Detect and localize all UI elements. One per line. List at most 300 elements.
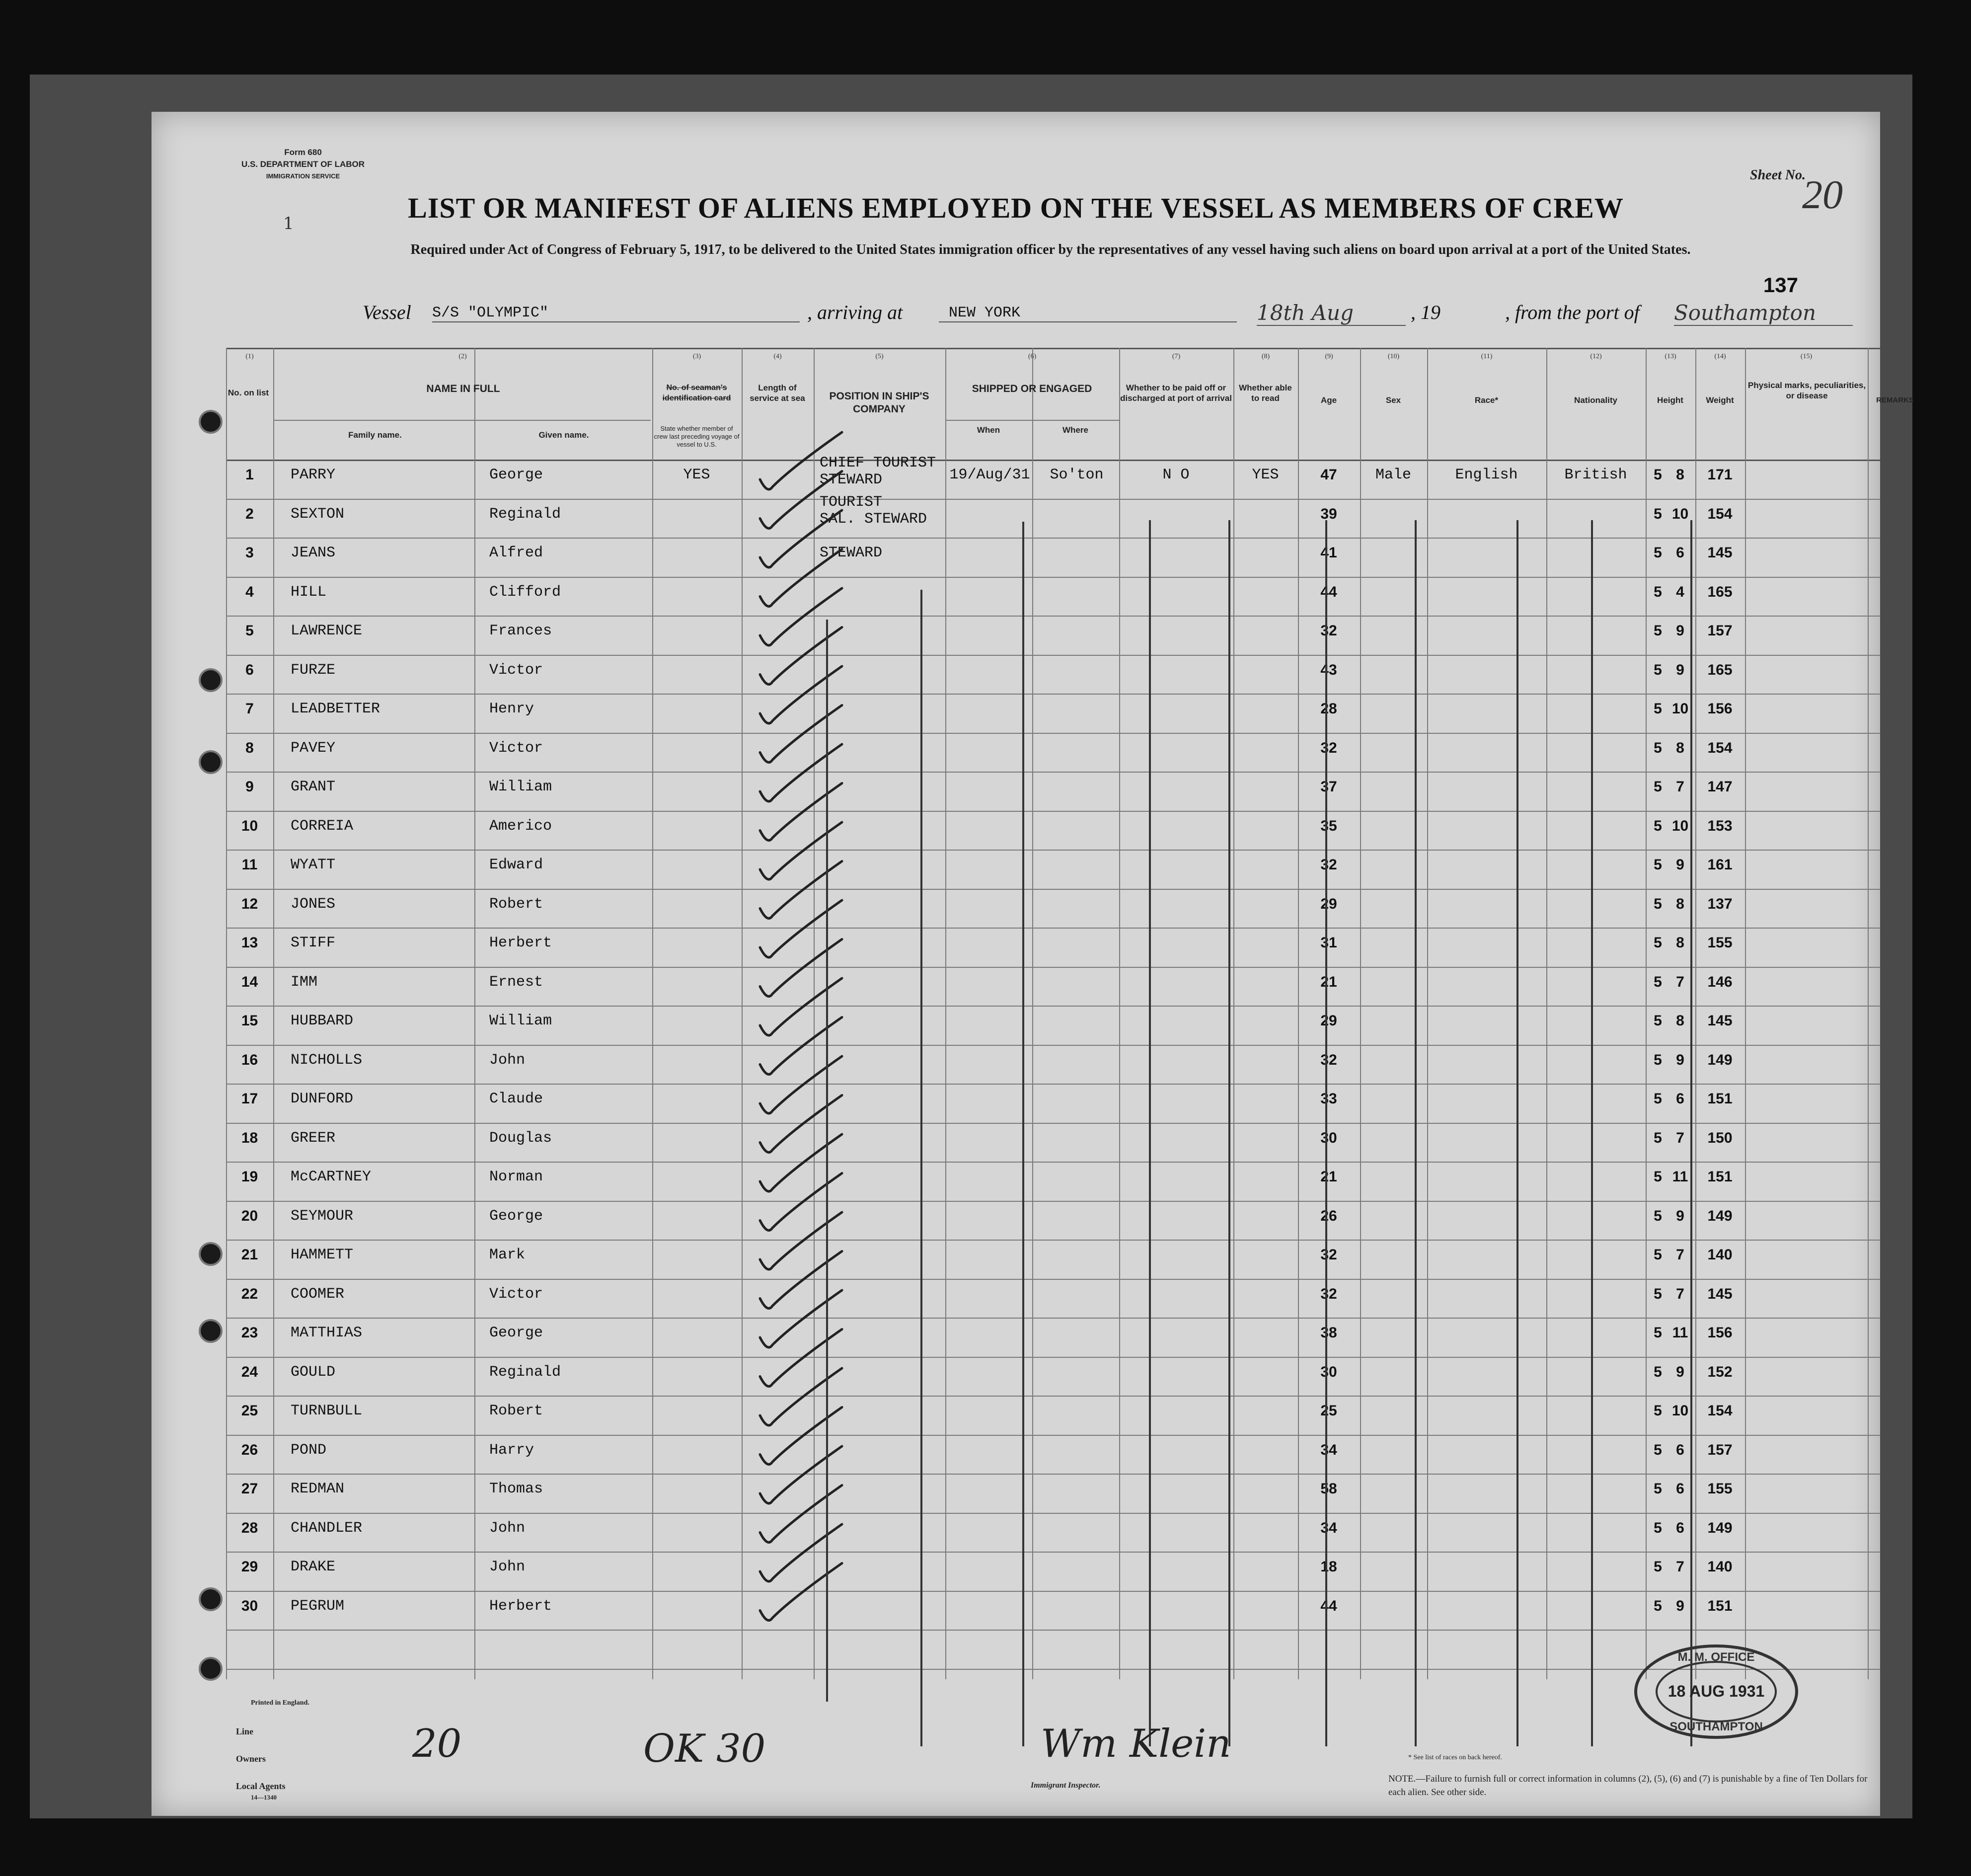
height-inches: 9 [1676, 857, 1684, 873]
form-number: Form 680 [284, 148, 322, 157]
header-name-in-full: NAME IN FULL [426, 383, 500, 394]
age: 25 [1320, 1403, 1337, 1419]
able-to-read: YES [1252, 467, 1279, 483]
height-feet: 5 [1654, 545, 1662, 561]
age: 29 [1320, 1013, 1337, 1029]
height-inches: 7 [1676, 973, 1684, 990]
printed-in-england: Printed in England. [251, 1699, 309, 1707]
table-row [152, 1322, 1880, 1360]
weight: 154 [1707, 505, 1733, 522]
height-feet: 5 [1654, 739, 1662, 756]
position: CHIEF TOURIST [820, 455, 936, 471]
height-feet: 5 [1654, 1519, 1662, 1536]
age: 34 [1320, 1519, 1337, 1536]
column-number: (3) [692, 353, 701, 360]
given-name: Henry [489, 701, 534, 717]
column-number: (2) [458, 353, 467, 360]
height-inches: 6 [1676, 1091, 1684, 1107]
given-name: William [489, 779, 552, 795]
table-row [152, 581, 1880, 620]
height-inches: 9 [1676, 1051, 1684, 1068]
height-feet: 5 [1654, 583, 1662, 600]
height-inches: 8 [1676, 739, 1684, 756]
family-name: DUNFORD [291, 1091, 354, 1107]
row-number: 5 [245, 623, 254, 639]
height-feet: 5 [1654, 1051, 1662, 1068]
height-inches: 11 [1672, 1169, 1688, 1185]
table-row [152, 1517, 1880, 1556]
age: 58 [1320, 1481, 1337, 1497]
arriving-label: , arriving at [807, 301, 903, 323]
column-number: (14) [1714, 353, 1726, 360]
header-weight: Weight [1706, 395, 1734, 405]
header-able-to-read: Whether able to read [1239, 383, 1292, 403]
height-inches: 8 [1676, 935, 1684, 951]
header-family-name: Family name. [348, 430, 402, 440]
age: 32 [1320, 1051, 1337, 1068]
row-number: 18 [241, 1129, 258, 1146]
table-row [152, 815, 1880, 854]
row-number: 28 [241, 1519, 258, 1536]
height-inches: 4 [1676, 583, 1684, 600]
given-name: Claude [489, 1091, 543, 1107]
table-row [152, 493, 1880, 542]
table-row [152, 1556, 1880, 1594]
age: 30 [1320, 1129, 1337, 1146]
given-name: Victor [489, 661, 543, 679]
penalty-note: NOTE.—Failure to furnish full or correct information in columns (2), (5), (6) and (7) is punishable by a fine of Ten Dollars for each alien. See other side. [1388, 1774, 1868, 1798]
arrival-date-handwritten: 18th Aug [1257, 301, 1406, 326]
height-inches: 7 [1676, 1285, 1684, 1302]
height-inches: 10 [1671, 1403, 1689, 1419]
age: 31 [1320, 935, 1337, 951]
height-feet: 5 [1654, 661, 1662, 678]
table-row [152, 737, 1880, 776]
height-inches: 8 [1676, 895, 1684, 912]
row-number: 25 [241, 1403, 258, 1419]
family-name: HILL [291, 583, 327, 601]
office-stamp [1632, 1642, 1801, 1741]
punch-hole-icon [199, 410, 223, 434]
height-inches: 7 [1676, 1247, 1684, 1263]
row-number: 27 [241, 1481, 258, 1497]
weight: 147 [1707, 779, 1733, 795]
sheet-label: Sheet No. [1750, 167, 1806, 183]
weight: 149 [1707, 1051, 1733, 1068]
age: 28 [1320, 701, 1337, 717]
height-feet: 5 [1654, 973, 1662, 990]
column-number: (5) [875, 353, 884, 360]
stamp-date: 18 AUG 1931 [1668, 1682, 1765, 1700]
height-feet: 5 [1654, 1441, 1662, 1458]
row-number: 12 [241, 895, 258, 912]
height-inches: 6 [1676, 1519, 1684, 1536]
height-feet: 5 [1654, 623, 1662, 639]
height-feet: 5 [1654, 1207, 1662, 1224]
height-inches: 7 [1676, 779, 1684, 795]
family-name: McCARTNEY [291, 1169, 372, 1185]
family-name: GRANT [291, 779, 336, 795]
row-number: 6 [245, 661, 254, 678]
given-name: Ernest [489, 973, 543, 991]
header-seaman-id-note: State whether member of crew last preceding voyage of vessel to U.S. [654, 425, 740, 448]
family-name: JONES [291, 895, 336, 913]
weight: 156 [1707, 701, 1733, 717]
given-name: Harry [489, 1441, 534, 1459]
row-number: 14 [241, 973, 258, 990]
family-name: SEYMOUR [291, 1207, 354, 1225]
race: English [1455, 467, 1518, 483]
family-name: MATTHIAS [291, 1325, 363, 1341]
given-name: Victor [489, 739, 543, 757]
column-number: (8) [1261, 353, 1270, 360]
given-name: John [489, 1519, 526, 1537]
table-row [152, 1595, 1880, 1634]
weight: 149 [1707, 1207, 1733, 1224]
row-number: 23 [241, 1325, 258, 1341]
handwritten-sheet-number: 20 [412, 1721, 462, 1766]
shipped-where: So'ton [1050, 467, 1104, 483]
age: 32 [1320, 1285, 1337, 1302]
age: 41 [1320, 545, 1337, 561]
sex: Male [1375, 467, 1411, 483]
column-number: (4) [773, 353, 782, 360]
height-feet: 5 [1654, 1285, 1662, 1302]
weight: 165 [1707, 583, 1733, 600]
table-row [152, 893, 1880, 932]
table-row [152, 455, 1880, 502]
height-inches: 6 [1676, 1481, 1684, 1497]
weight: 165 [1707, 661, 1733, 678]
age: 21 [1320, 1169, 1337, 1185]
vessel-label: Vessel [363, 301, 411, 323]
weight: 146 [1707, 973, 1733, 990]
weight: 151 [1707, 1169, 1733, 1185]
table-row [152, 1400, 1880, 1438]
height-feet: 5 [1654, 505, 1662, 522]
height-feet: 5 [1654, 817, 1662, 834]
table-row [152, 971, 1880, 1010]
arrival-port: NEW YORK [939, 305, 1237, 322]
table-row [152, 1088, 1880, 1126]
given-name: Frances [489, 623, 552, 639]
height-feet: 5 [1654, 1013, 1662, 1029]
document-subtitle: Required under Act of Congress of February 5, 1917, to be delivered to the United States immigration officer by the representatives of any vessel having such aliens on board upon arrival at a port of the United States. [410, 242, 1691, 257]
table-row [152, 1205, 1880, 1244]
header-given-name: Given name. [538, 430, 589, 440]
manifest-page [152, 112, 1914, 1816]
weight: 151 [1707, 1597, 1733, 1614]
age: 29 [1320, 895, 1337, 912]
family-name: NICHOLLS [291, 1051, 363, 1069]
age: 38 [1320, 1325, 1337, 1341]
table-row [152, 1244, 1880, 1282]
table-row [152, 1010, 1880, 1048]
family-name: GREER [291, 1129, 336, 1147]
given-name: Thomas [489, 1481, 543, 1497]
age: 32 [1320, 857, 1337, 873]
height-feet: 5 [1654, 701, 1662, 717]
from-port-handwritten: Southampton [1674, 301, 1853, 326]
table-row [152, 1361, 1880, 1400]
row-number: 21 [241, 1247, 258, 1263]
row-number: 20 [241, 1207, 258, 1224]
row-number: 19 [241, 1169, 258, 1185]
given-name: John [489, 1051, 526, 1069]
row-number: 17 [241, 1091, 258, 1107]
table-row [152, 1439, 1880, 1478]
height-inches: 10 [1671, 701, 1689, 717]
given-name: Mark [489, 1247, 526, 1263]
given-name: George [489, 1325, 543, 1341]
position: TOURIST [820, 493, 883, 511]
weight: 149 [1707, 1519, 1733, 1536]
age: 21 [1320, 973, 1337, 990]
from-port-label: , from the port of [1505, 301, 1640, 323]
row-number: 15 [241, 1013, 258, 1029]
header-sex: Sex [1385, 395, 1401, 405]
family-name: COOMER [291, 1285, 345, 1303]
height-feet: 5 [1654, 1559, 1662, 1575]
given-name: Robert [489, 1403, 543, 1419]
height-inches: 10 [1671, 817, 1689, 834]
handwritten-ok-count: OK 30 [643, 1726, 766, 1771]
height-feet: 5 [1654, 857, 1662, 873]
height-feet: 5 [1654, 1091, 1662, 1107]
page-number: 137 [1763, 273, 1798, 297]
document-title: LIST OR MANIFEST OF ALIENS EMPLOYED ON THE VESSEL AS MEMBERS OF CREW [408, 192, 1624, 224]
age: 32 [1320, 739, 1337, 756]
age: 47 [1320, 467, 1337, 483]
header-nationality: Nationality [1574, 395, 1617, 405]
weight: 157 [1707, 1441, 1733, 1458]
family-name: JEANS [291, 545, 336, 561]
age: 32 [1320, 1247, 1337, 1263]
height-inches: 7 [1676, 1129, 1684, 1146]
table-row [152, 542, 1880, 580]
header-height: Height [1657, 395, 1683, 405]
header-race: Race* [1474, 395, 1499, 405]
height-inches: 9 [1676, 661, 1684, 678]
age: 33 [1320, 1091, 1337, 1107]
weight: 155 [1707, 935, 1733, 951]
position-line-2: STEWARD [820, 471, 883, 488]
table-row [152, 1049, 1880, 1088]
nationality: British [1564, 467, 1627, 483]
weight: 171 [1707, 467, 1733, 483]
weight: 140 [1707, 1559, 1733, 1575]
paid-off: N O [1162, 467, 1190, 483]
line-label: Line [236, 1726, 254, 1736]
weight: 145 [1707, 1285, 1733, 1302]
family-name: FURZE [291, 661, 336, 679]
age: 18 [1320, 1559, 1337, 1575]
weight: 152 [1707, 1363, 1733, 1380]
vessel-name: S/S "OLYMPIC" [432, 305, 800, 322]
height-inches: 9 [1676, 1363, 1684, 1380]
left-margin-mark: 1 [283, 214, 294, 234]
given-name: Herbert [489, 935, 552, 951]
row-number: 22 [241, 1285, 258, 1302]
header-physical-marks: Physical marks, peculiarities, or disease [1747, 381, 1866, 400]
column-number: (15) [1800, 353, 1813, 360]
position-line-2: SAL. STEWARD [820, 510, 927, 528]
family-name: STIFF [291, 935, 336, 951]
owners-label: Owners [236, 1754, 266, 1764]
form-code: 14—1340 [251, 1794, 277, 1801]
height-feet: 5 [1654, 935, 1662, 951]
header-length-of-service: Length of service at sea [750, 383, 805, 403]
height-inches: 6 [1676, 545, 1684, 561]
row-number: 8 [245, 739, 254, 756]
row-number: 26 [241, 1441, 258, 1458]
given-name: George [489, 1207, 543, 1225]
name-split-rule [474, 420, 475, 460]
height-inches: 9 [1676, 1597, 1684, 1614]
age: 43 [1320, 661, 1337, 678]
department-name: U.S. DEPARTMENT OF LABOR [241, 159, 365, 169]
height-inches: 11 [1672, 1325, 1688, 1341]
age: 26 [1320, 1207, 1337, 1224]
header-seaman-id-text: No. of seaman's identification card [662, 384, 731, 402]
height-feet: 5 [1654, 895, 1662, 912]
family-name: DRAKE [291, 1559, 336, 1575]
column-number: (13) [1665, 353, 1676, 360]
column-number: (9) [1325, 353, 1333, 360]
weight: 157 [1707, 623, 1733, 639]
family-name: POND [291, 1441, 327, 1459]
row-number: 1 [245, 467, 254, 483]
row-number: 30 [241, 1597, 258, 1614]
family-name: HAMMETT [291, 1247, 354, 1263]
column-number: (12) [1590, 353, 1602, 360]
given-name: Norman [489, 1169, 543, 1185]
age: 30 [1320, 1363, 1337, 1380]
weight: 140 [1707, 1247, 1733, 1263]
weight: 154 [1707, 739, 1733, 756]
height-inches: 9 [1676, 1207, 1684, 1224]
row-number: 10 [241, 817, 258, 834]
family-name: HUBBARD [291, 1013, 354, 1029]
local-agents-label: Local Agents [236, 1781, 286, 1791]
height-feet: 5 [1654, 1247, 1662, 1263]
column-number: (11) [1481, 353, 1493, 360]
row-number: 2 [245, 505, 254, 522]
weight: 150 [1707, 1129, 1733, 1146]
family-name: LAWRENCE [291, 623, 363, 639]
table-row [152, 1127, 1880, 1166]
table-row [152, 698, 1880, 736]
table-row [152, 659, 1880, 698]
sheet-number: 20 [1802, 172, 1843, 217]
table-row [152, 1478, 1880, 1516]
column-number: (6) [1028, 353, 1037, 360]
height-feet: 5 [1654, 1597, 1662, 1614]
given-name: George [489, 467, 543, 483]
given-name: William [489, 1013, 552, 1029]
height-inches: 7 [1676, 1559, 1684, 1575]
row-number: 4 [245, 583, 254, 600]
height-inches: 10 [1671, 505, 1689, 522]
height-feet: 5 [1654, 779, 1662, 795]
column-number: (7) [1172, 353, 1181, 360]
weight: 154 [1707, 1403, 1733, 1419]
vessel-line [363, 301, 1853, 330]
given-name: Clifford [489, 583, 561, 601]
race-footnote: * See list of races on back hereof. [1408, 1754, 1502, 1761]
height-inches: 8 [1676, 1013, 1684, 1029]
height-feet: 5 [1654, 467, 1662, 483]
family-name: PARRY [291, 467, 336, 483]
height-feet: 5 [1654, 1325, 1662, 1341]
family-name: GOULD [291, 1363, 336, 1381]
weight: 151 [1707, 1091, 1733, 1107]
header-age: Age [1320, 395, 1337, 405]
weight: 161 [1707, 857, 1733, 873]
header-seaman-id [653, 383, 740, 403]
height-feet: 5 [1654, 1363, 1662, 1380]
family-name: IMM [291, 973, 318, 991]
given-name: Reginald [489, 505, 561, 523]
height-inches: 8 [1676, 467, 1684, 483]
table-row [152, 1283, 1880, 1322]
height-feet: 5 [1654, 1481, 1662, 1497]
given-name: Alfred [489, 545, 543, 561]
weight: 153 [1707, 817, 1733, 834]
inspector-signature: Wm Klein [1041, 1721, 1231, 1766]
inspector-label: Immigrant Inspector. [1031, 1781, 1101, 1790]
header-paid-off: Whether to be paid off or discharged at port of arrival [1120, 383, 1232, 403]
family-name: REDMAN [291, 1481, 345, 1497]
weight: 137 [1707, 895, 1733, 912]
age: 34 [1320, 1441, 1337, 1458]
row-number: 13 [241, 935, 258, 951]
given-name: Edward [489, 857, 543, 873]
header-remarks: REMARKS [1876, 396, 1914, 404]
row-number: 9 [245, 779, 254, 795]
stamp-bottom-text: SOUTHAMPTON [1669, 1720, 1763, 1733]
height-feet: 5 [1654, 1129, 1662, 1146]
height-feet: 5 [1654, 1169, 1662, 1185]
year-label: , 19 [1411, 301, 1440, 323]
age: 37 [1320, 779, 1337, 795]
row-number: 16 [241, 1051, 258, 1068]
row-number: 7 [245, 701, 254, 717]
shipped-when: 19/Aug/31 [949, 467, 1030, 483]
family-name: SEXTON [291, 505, 345, 523]
table-row [152, 776, 1880, 814]
weight: 155 [1707, 1481, 1733, 1497]
age: 44 [1320, 583, 1337, 600]
given-name: Robert [489, 895, 543, 913]
service-name: IMMIGRATION SERVICE [266, 172, 340, 180]
table-row [152, 854, 1880, 892]
row-number: 11 [241, 857, 258, 873]
given-name: Douglas [489, 1129, 552, 1147]
height-feet: 5 [1654, 1403, 1662, 1419]
header-shipped-or-engaged: SHIPPED OR ENGAGED [972, 383, 1092, 394]
family-name: TURNBULL [291, 1403, 363, 1419]
header-when: When [977, 425, 1000, 435]
age: 39 [1320, 505, 1337, 522]
height-inches: 6 [1676, 1441, 1684, 1458]
family-name: CORREIA [291, 817, 354, 835]
table-row [152, 620, 1880, 658]
age: 44 [1320, 1597, 1337, 1614]
weight: 156 [1707, 1325, 1733, 1341]
column-number: (1) [245, 353, 254, 360]
age: 35 [1320, 817, 1337, 834]
